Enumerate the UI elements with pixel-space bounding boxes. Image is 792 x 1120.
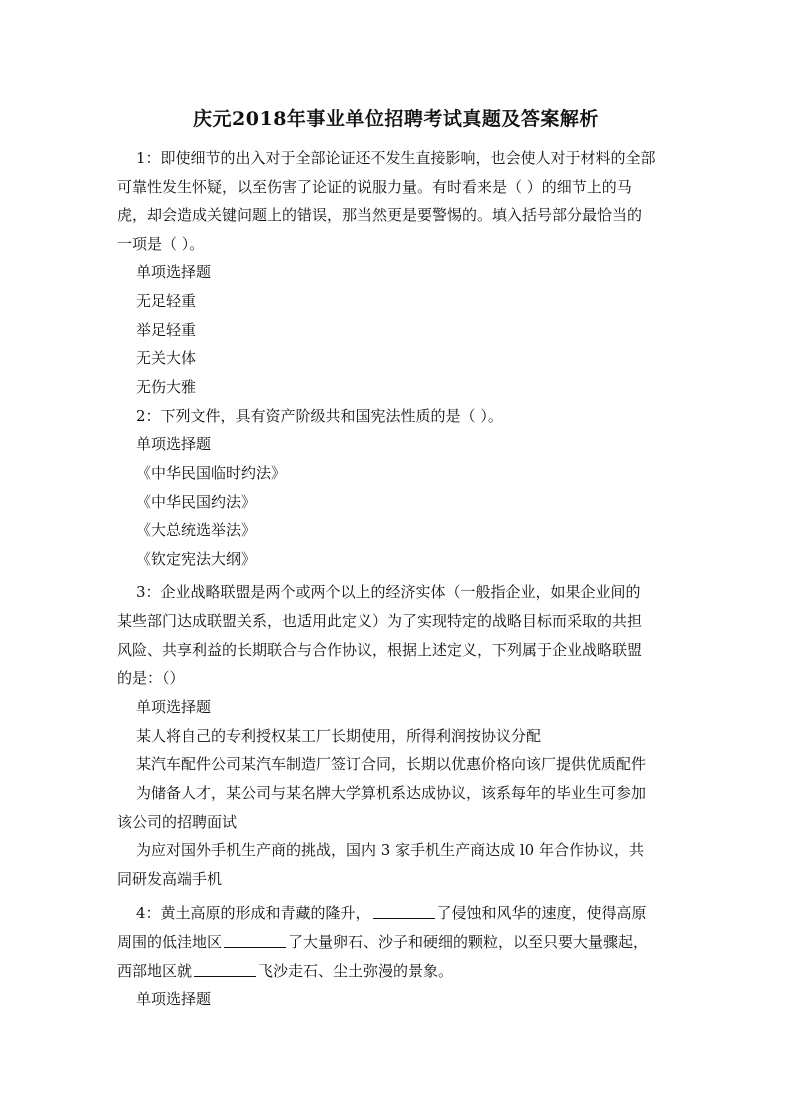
q1-line-4: 一项是（ ）。 xyxy=(117,235,205,253)
q3-line-1: 3：企业战略联盟是两个或两个以上的经济实体（一般指企业，如果企业间的 xyxy=(136,583,641,601)
q1-option-4: 无伤大雅 xyxy=(136,378,197,396)
q2-line-1: 2：下列文件，具有资产阶级共和国宪法性质的是（ ）。 xyxy=(136,407,503,425)
q1-option-3: 无关大体 xyxy=(136,349,197,367)
q4-line-2-text-a: 周围的低洼地区 xyxy=(117,933,223,951)
q4-line-3-text-a: 西部地区就 xyxy=(117,962,193,980)
q4-type: 单项选择题 xyxy=(136,990,212,1008)
q4-blank-3 xyxy=(194,962,256,977)
q3-option-4-line-2: 同研发高端手机 xyxy=(117,870,223,888)
q4-line-1-text-b: 了侵蚀和风华的速度，使得高原 xyxy=(436,904,647,922)
q2-option-2: 《中华民国约法》 xyxy=(136,493,257,511)
q3-option-4-line-1: 为应对国外手机生产商的挑战，国内 3 家手机生产商达成 l0 年合作协议，共 xyxy=(136,841,644,859)
q1-option-2: 举足轻重 xyxy=(136,321,197,339)
q1-line-3: 虎，却会造成关键问题上的错误，那当然更是要警惕的。填入括号部分最恰当的 xyxy=(117,206,643,224)
q2-option-4: 《钦定宪法大纲》 xyxy=(136,550,257,568)
page-title: 庆元2018年事业单位招聘考试真题及答案解析 xyxy=(193,108,599,130)
q3-line-4: 的是：（） xyxy=(117,669,185,687)
q2-option-3: 《大总统选举法》 xyxy=(136,521,257,539)
q2-type: 单项选择题 xyxy=(136,435,212,453)
q1-type: 单项选择题 xyxy=(136,263,212,281)
q3-type: 单项选择题 xyxy=(136,698,212,716)
q4-blank-2 xyxy=(224,933,286,948)
q4-line-1-text-a: 4：黄土高原的形成和青藏的隆升， xyxy=(136,904,371,922)
q4-line-1 xyxy=(136,903,704,923)
q4-line-3 xyxy=(117,961,685,981)
q3-line-3: 风险、共享利益的长期联合与合作协议，根据上述定义，下列属于企业战略联盟 xyxy=(117,641,643,659)
q3-option-3-line-1: 为储备人才，某公司与某名牌大学算机系达成协议，该系每年的毕业生可参加 xyxy=(136,784,647,802)
q4-line-2 xyxy=(117,932,685,952)
q3-option-1: 某人将自己的专利授权某工厂长期使用，所得利润按协议分配 xyxy=(136,727,542,745)
q4-line-2-text-b: 了大量卵石、沙子和硬细的颗粒，以至只要大量骤起， xyxy=(288,933,649,951)
q1-option-1: 无足轻重 xyxy=(136,292,197,310)
q3-line-2: 某些部门达成联盟关系，也适用此定义）为了实现特定的战略目标而采取的共担 xyxy=(117,612,643,630)
q3-option-3-line-2: 该公司的招聘面试 xyxy=(117,813,238,831)
q1-line-1: 1：即使细节的出入对于全部论证还不发生直接影响，也会使人对于材料的全部 xyxy=(136,149,656,167)
q2-option-1: 《中华民国临时约法》 xyxy=(136,464,287,482)
q4-line-3-text-b: 飞沙走石、尘土弥漫的景象。 xyxy=(258,962,454,980)
q1-line-2: 可靠性发生怀疑，以至伤害了论证的说服力量。有时看来是（ ）的细节上的马 xyxy=(117,178,632,196)
q4-blank-1 xyxy=(373,904,435,919)
q3-option-2: 某汽车配件公司某汽车制造厂签订合同，长期以优惠价格向该厂提供优质配件 xyxy=(136,755,647,773)
